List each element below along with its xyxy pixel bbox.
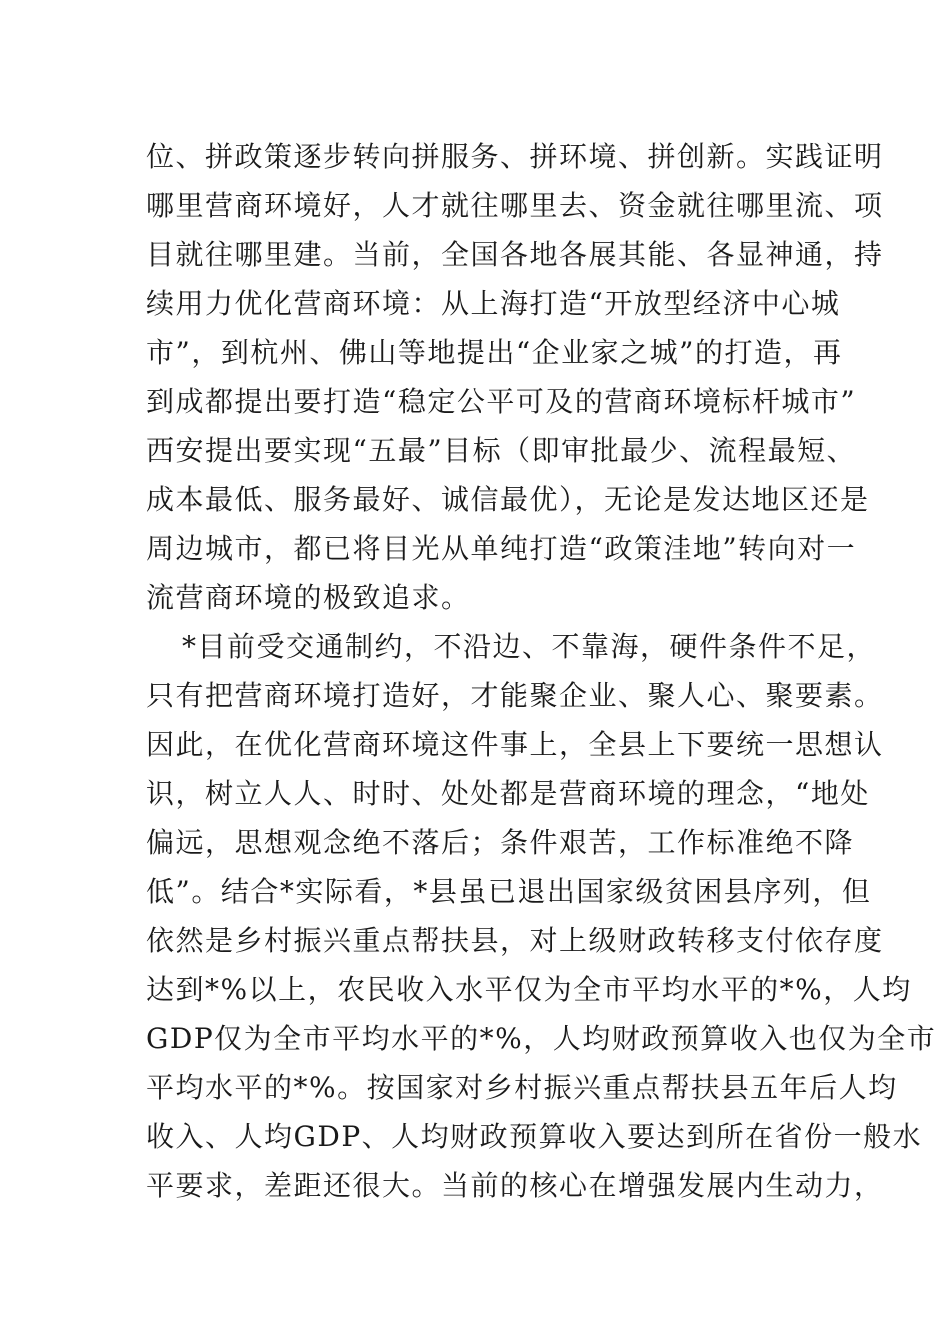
text-line: 续用力优化营商环境：从上海打造“开放型经济中心城 <box>146 287 841 320</box>
text-line: 到成都提出要打造“稳定公平可及的营商环境标杆城市” <box>146 385 857 418</box>
text-line: 市”，到杭州、佛山等地提出“企业家之城”的打造，再 <box>146 336 843 369</box>
text-line: 偏远，思想观念绝不落后；条件艰苦，工作标准绝不降 <box>146 826 855 859</box>
text-line: GDP仅为全市平均水平的*%，人均财政预算收入也仅为全市 <box>146 1022 937 1055</box>
text-line: 周边城市，都已将目光从单纯打造“政策洼地”转向对一 <box>146 532 857 565</box>
text-line: 西安提出要实现“五最”目标（即审批最少、流程最短、 <box>146 434 857 467</box>
text-line-paragraph-start: *目前受交通制约，不沿边、不靠海，硬件条件不足， <box>182 630 877 663</box>
body-text <box>146 132 937 1210</box>
text-line: 平要求，差距还很大。当前的核心在增强发展内生动力， <box>146 1169 884 1202</box>
text-line: 只有把营商环境打造好，才能聚企业、聚人心、聚要素。 <box>146 679 884 712</box>
text-line: 位、拼政策逐步转向拼服务、拼环境、拼创新。实践证明 <box>146 140 884 173</box>
text-line: 低”。结合*实际看，*县虽已退出国家级贫困县序列，但 <box>146 875 872 908</box>
text-line-paragraph-end: 流营商环境的极致追求。 <box>146 581 471 614</box>
text-line: 收入、人均GDP、人均财政预算收入要达到所在省份一般水 <box>146 1120 923 1153</box>
text-line: 哪里营商环境好，人才就往哪里去、资金就往哪里流、项 <box>146 189 884 222</box>
text-line: 依然是乡村振兴重点帮扶县，对上级财政转移支付依存度 <box>146 924 884 957</box>
text-line: 达到*%以上，农民收入水平仅为全市平均水平的*%，人均 <box>146 973 912 1006</box>
text-line: 目就往哪里建。当前，全国各地各展其能、各显神通，持 <box>146 238 884 271</box>
text-line: 识，树立人人、时时、处处都是营商环境的理念，“地处 <box>146 777 870 810</box>
text-line: 平均水平的*%。按国家对乡村振兴重点帮扶县五年后人均 <box>146 1071 898 1104</box>
text-line: 因此，在优化营商环境这件事上，全县上下要统一思想认 <box>146 728 884 761</box>
text-line: 成本最低、服务最好、诚信最优），无论是发达地区还是 <box>146 483 870 516</box>
